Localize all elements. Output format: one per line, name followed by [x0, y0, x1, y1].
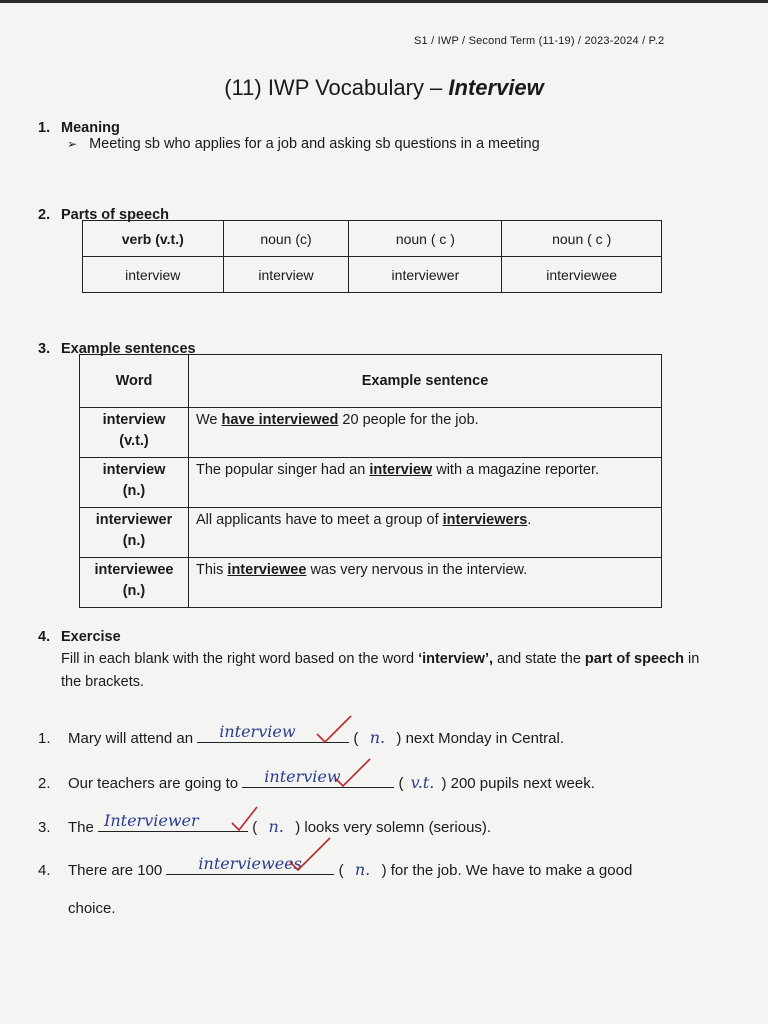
table-header-row — [83, 221, 662, 257]
table-cell: interview — [223, 257, 349, 293]
table-row — [80, 458, 662, 508]
section-number: 3. — [38, 341, 51, 357]
handwritten-pos: n. — [354, 860, 371, 879]
sentence-cell — [189, 408, 662, 458]
sentence-text: . — [527, 512, 532, 528]
meaning-text: Meeting sb who applies for a job and asking sb questions in a meeting — [89, 136, 540, 152]
example-sentences-table — [79, 354, 662, 608]
section-label: Example sentences — [61, 341, 196, 357]
word-cell — [80, 558, 189, 608]
title-emphasis: Interview — [448, 75, 544, 100]
section-number: 2. — [38, 207, 51, 223]
bracket-close: ) — [295, 819, 301, 836]
table-row — [80, 408, 662, 458]
question-text: There are 100 — [68, 862, 167, 879]
table-header-cell: noun ( c ) — [349, 221, 502, 257]
answer-blank[interactable] — [197, 722, 349, 743]
bracket-close: ) — [441, 775, 447, 792]
handwritten-pos: v.t. — [410, 773, 435, 792]
sentence-text: was very nervous in the interview. — [306, 562, 528, 578]
question-text: for the job. We have to make a good — [386, 862, 633, 879]
highlighted-word: interviewers — [442, 512, 528, 528]
instruction-text: and state the — [493, 651, 585, 667]
word-pos: (v.t.) — [119, 433, 149, 449]
bracket-close: ) — [396, 730, 402, 747]
bracket-open: ( — [398, 775, 404, 792]
sentence-text: 20 people for the job. — [338, 412, 479, 428]
sentence-cell — [189, 458, 662, 508]
table-header-row — [80, 355, 662, 408]
question-number: 4. — [38, 862, 51, 879]
question-number: 3. — [38, 819, 51, 836]
question-text: looks very solemn (serious). — [300, 819, 492, 836]
handwritten-pos: n. — [268, 817, 284, 836]
table-cell: interview — [83, 257, 224, 293]
exercise-question-4 — [38, 854, 633, 879]
exercise-question-2 — [38, 767, 595, 792]
exercise-question-1 — [38, 722, 564, 747]
word-pos: (n.) — [122, 583, 146, 599]
handwritten-answer: interview — [264, 767, 341, 786]
column-header-word: Word — [80, 355, 189, 408]
word-cell — [80, 458, 189, 508]
handwritten-answer: Interviewer — [104, 811, 199, 830]
table-row — [80, 508, 662, 558]
question-4-continuation: choice. — [68, 900, 116, 917]
table-header-cell: noun ( c ) — [502, 221, 662, 257]
question-text: The — [68, 819, 99, 836]
header-meta: S1 / IWP / Second Term (11-19) / 2023-2024 / P.2 — [414, 35, 665, 47]
question-text: Our teachers are going to — [68, 775, 243, 792]
instruction-text: in the brackets. — [61, 651, 700, 690]
question-number: 1. — [38, 730, 51, 747]
word-label: interview — [102, 412, 166, 428]
top-edge-line — [0, 0, 768, 3]
bracket-close: ) — [381, 862, 387, 879]
column-header-sentence: Example sentence — [189, 355, 662, 408]
word-label: interviewee — [94, 562, 174, 578]
sentence-cell — [189, 558, 662, 608]
answer-blank[interactable] — [242, 767, 394, 788]
parts-of-speech-table — [82, 220, 662, 293]
word-cell — [80, 408, 189, 458]
table-row — [83, 257, 662, 293]
section-number: 4. — [38, 629, 51, 645]
section-meaning-title — [38, 120, 120, 136]
question-text: Mary will attend an — [68, 730, 198, 747]
answer-blank[interactable] — [98, 811, 248, 832]
word-label: interviewer — [95, 512, 173, 528]
table-cell: interviewer — [349, 257, 502, 293]
bracket-open: ( — [338, 862, 344, 879]
question-text: next Monday in Central. — [401, 730, 564, 747]
section-label: Meaning — [61, 120, 120, 136]
exercise-instructions — [61, 648, 721, 694]
table-header-cell: verb (v.t.) — [83, 221, 224, 257]
section-number: 1. — [38, 120, 51, 136]
highlighted-word: have interviewed — [221, 412, 339, 428]
highlighted-word: interviewee — [227, 562, 307, 578]
instruction-text: Fill in each blank with the right word based on the word — [61, 651, 419, 667]
table-cell: interviewee — [502, 257, 662, 293]
question-number: 2. — [38, 775, 51, 792]
word-pos: (n.) — [122, 533, 146, 549]
handwritten-answer: interviewees — [198, 854, 302, 873]
red-tick-icon — [315, 714, 355, 748]
exercise-question-3 — [38, 811, 492, 836]
word-pos: (n.) — [122, 483, 146, 499]
sentence-text: The popular singer had an — [196, 462, 370, 478]
table-row — [80, 558, 662, 608]
instruction-keyword: ‘interview’, — [418, 651, 494, 667]
sentence-text: with a magazine reporter. — [432, 462, 600, 478]
question-text: 200 pupils next week. — [446, 775, 595, 792]
bracket-open: ( — [252, 819, 258, 836]
highlighted-word: interview — [369, 462, 433, 478]
sentence-text: All applicants have to meet a group of — [196, 512, 443, 528]
section-label: Parts of speech — [61, 207, 169, 223]
sentence-cell — [189, 508, 662, 558]
section-exercise-title — [38, 629, 121, 645]
word-cell — [80, 508, 189, 558]
answer-blank[interactable] — [166, 854, 334, 875]
page-title — [0, 75, 768, 101]
meaning-definition — [67, 136, 540, 152]
title-prefix: (11) IWP Vocabulary – — [224, 75, 449, 100]
sentence-text: This — [196, 562, 228, 578]
arrow-bullet-icon: ➢ — [67, 137, 78, 151]
table-header-cell: noun (c) — [223, 221, 349, 257]
bracket-open: ( — [353, 730, 359, 747]
section-label: Exercise — [61, 629, 121, 645]
sentence-text: We — [196, 412, 222, 428]
word-label: interview — [102, 462, 166, 478]
instruction-keyword: part of speech — [584, 651, 685, 667]
handwritten-pos: n. — [369, 728, 386, 747]
handwritten-answer: interview — [219, 722, 296, 741]
